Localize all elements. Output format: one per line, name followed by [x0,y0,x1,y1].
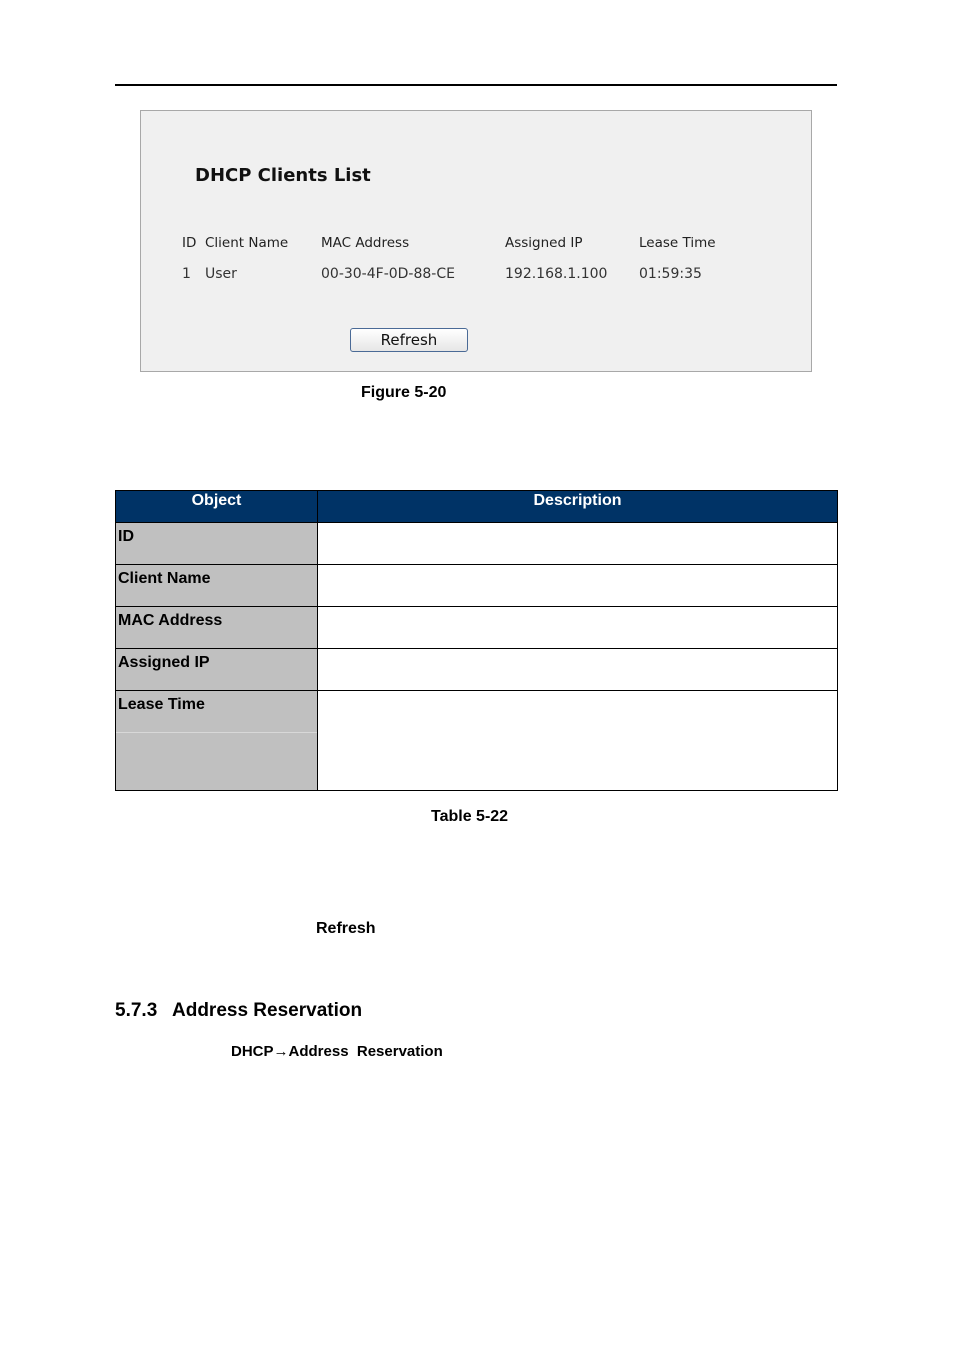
description-table [115,490,838,791]
dhcp-clients-screenshot [140,110,812,372]
table-header-row [116,491,838,523]
column-header-lease-time: Lease Time [639,235,716,251]
refresh-note: Refresh [316,920,376,937]
table-row [116,691,838,791]
object-cell: ID [116,523,318,565]
description-cell [318,649,838,691]
table-caption: Table 5-22 [431,808,509,825]
column-header-client-name: Client Name [205,235,289,251]
lease-time-cell: 01:59:35 [639,266,702,282]
menu-path-prefix: DHCP [231,1043,274,1060]
menu-path [231,1043,443,1060]
object-cell: Assigned IP [116,649,318,691]
description-cell [318,691,838,791]
table-row [116,565,838,607]
section-title: Address Reservation [172,1000,363,1021]
header-rule [115,84,837,86]
description-cell [318,607,838,649]
panel-title: DHCP Clients List [195,165,371,186]
description-cell [318,565,838,607]
object-cell: Client Name [116,565,318,607]
section-number: 5.7.3 [115,1000,158,1021]
column-header-assigned-ip: Assigned IP [505,235,583,251]
object-cell: Lease Time [116,691,318,791]
figure-caption: Figure 5-20 [361,384,447,401]
column-header-mac-address: MAC Address [321,235,410,251]
header-description: Description [318,491,838,523]
table-row [116,649,838,691]
arrow-icon: → [273,1043,289,1060]
table-row [116,523,838,565]
table-row [116,607,838,649]
client-id-cell: 1 [182,266,191,282]
assigned-ip-cell: 192.168.1.100 [505,266,608,282]
menu-path-suffix: Address Reservation [288,1043,443,1060]
description-cell [318,523,838,565]
section-heading [115,1000,362,1022]
header-object: Object [116,491,318,523]
client-name-cell: User [205,266,237,282]
object-cell: MAC Address [116,607,318,649]
refresh-button[interactable]: Refresh [350,328,468,352]
column-header-id: ID [182,235,197,251]
mac-address-cell: 00-30-4F-0D-88-CE [321,266,455,282]
